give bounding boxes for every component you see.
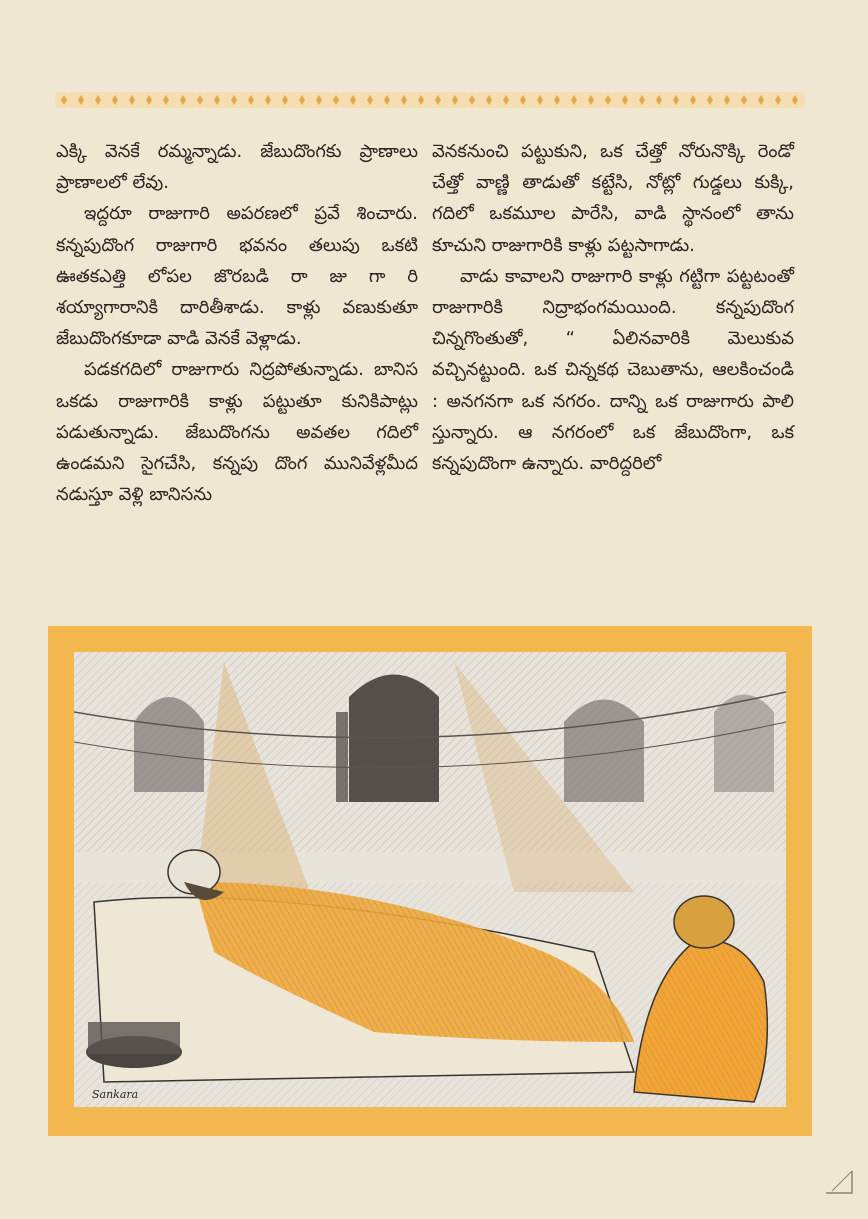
ornament-diamond-icon	[333, 95, 339, 105]
ornament-diamond-icon	[163, 95, 169, 105]
ornament-diamond-icon	[384, 95, 390, 105]
ornament-diamond-icon	[248, 95, 254, 105]
ornament-diamond-icon	[418, 95, 424, 105]
ornament-diamond-icon	[214, 95, 220, 105]
decorative-border-band	[55, 92, 805, 108]
ornament-diamond-icon	[452, 95, 458, 105]
ornament-diamond-icon	[775, 95, 781, 105]
ornament-diamond-icon	[724, 95, 730, 105]
ornament-diamond-icon	[588, 95, 594, 105]
ornament-diamond-icon	[571, 95, 577, 105]
ornament-diamond-icon	[656, 95, 662, 105]
ornament-diamond-icon	[367, 95, 373, 105]
page-corner-icon	[822, 1167, 858, 1197]
ornament-diamond-icon	[435, 95, 441, 105]
paragraph: ఇద్దరూ రాజుగారి అపరణలో ప్రవే శించారు. కన్నపుదొంగ రాజుగారి భవనం తలుపు ఒకటి ఊతకఎత్తి లోపల జొరబడి రా జు గా రి శయ్యాగారానికి దారితీశాడు. కాళ్లు వణుకుతూ జేబుదొంగకూడా వాడి వెనకే వెళ్లాడు.	[56, 203, 418, 350]
ornament-diamond-icon	[639, 95, 645, 105]
ornament-diamond-icon	[350, 95, 356, 105]
ornament-diamond-icon	[197, 95, 203, 105]
ornament-diamond-icon	[265, 95, 271, 105]
ornament-diamond-icon	[605, 95, 611, 105]
ornament-diamond-icon	[61, 95, 67, 105]
ornament-pattern-icon	[55, 92, 805, 108]
ornament-diamond-icon	[537, 95, 543, 105]
ornament-diamond-icon	[520, 95, 526, 105]
illustration	[74, 652, 786, 1107]
ornament-diamond-icon	[469, 95, 475, 105]
artist-signature: Sankara	[92, 1088, 139, 1101]
ornament-diamond-icon	[231, 95, 237, 105]
ornament-diamond-icon	[316, 95, 322, 105]
ornament-diamond-icon	[78, 95, 84, 105]
illustration-frame	[48, 626, 812, 1136]
ornament-diamond-icon	[401, 95, 407, 105]
ornament-diamond-icon	[758, 95, 764, 105]
ornament-diamond-icon	[95, 95, 101, 105]
ornament-diamond-icon	[707, 95, 713, 105]
ornament-diamond-icon	[673, 95, 679, 105]
ornament-diamond-icon	[792, 95, 798, 105]
paragraph: పడకగదిలో రాజుగారు నిద్రపోతున్నాడు. బానిస ఒకడు రాజుగారికి కాళ్లు పట్టుతూ కునికిపాట్లు పడుతున్నాడు. జేబుదొంగను అవతల గదిలో ఉండమని సైగచేసి, కన్నపు దొంగ మునివేళ్లమీద నడుస్తూ వెళ్లి బానిసను	[56, 359, 418, 506]
ornament-diamond-icon	[299, 95, 305, 105]
ornament-diamond-icon	[622, 95, 628, 105]
ornament-diamond-icon	[741, 95, 747, 105]
ornament-diamond-icon	[112, 95, 118, 105]
paragraph: ఎక్కి వెనకే రమ్మన్నాడు. జేబుదొంగకు ప్రాణాలు ప్రాణాలలో లేవు.	[56, 141, 418, 194]
ornament-diamond-icon	[690, 95, 696, 105]
text-column-right	[432, 136, 794, 479]
king-bedchamber-illustration-icon	[74, 652, 786, 1107]
ornament-diamond-icon	[554, 95, 560, 105]
ornament-diamond-icon	[146, 95, 152, 105]
paragraph: వాడు కావాలని రాజుగారి కాళ్లు గట్టిగా పట్టటంతో రాజుగారికి నిద్రాభంగమయింది. కన్నపుదొంగ చిన్నగొంతుతో, “ ఏలినవారికి మెలుకువ వచ్చినట్టుంది. ఒక చిన్నకథ చెబుతాను, ఆలకించండి : అనగనగా ఒక నగరం. దాన్ని ఒక రాజుగారు పాలి స్తున్నారు. ఆ నగరంలో ఒక జేబుదొంగా, ఒక కన్నపుదొంగా ఉన్నారు. వారిద్దరిలో	[432, 265, 794, 475]
ornament-diamond-icon	[282, 95, 288, 105]
ornament-diamond-icon	[486, 95, 492, 105]
ornament-diamond-icon	[129, 95, 135, 105]
ornament-diamond-icon	[180, 95, 186, 105]
text-column-left	[56, 136, 418, 510]
ornament-diamond-icon	[503, 95, 509, 105]
paragraph: వెనకనుంచి పట్టుకుని, ఒక చేత్తో నోరునొక్కి రెండో చేత్తో వాణ్ణి తాడుతో కట్టేసి, నోట్లో గుడ్డలు కుక్కి, గదిలో ఒకమూల పారేసి, వాడి స్థానంలో తాను కూచుని రాజుగారికి కాళ్లు పట్టసాగాడు.	[432, 141, 794, 256]
